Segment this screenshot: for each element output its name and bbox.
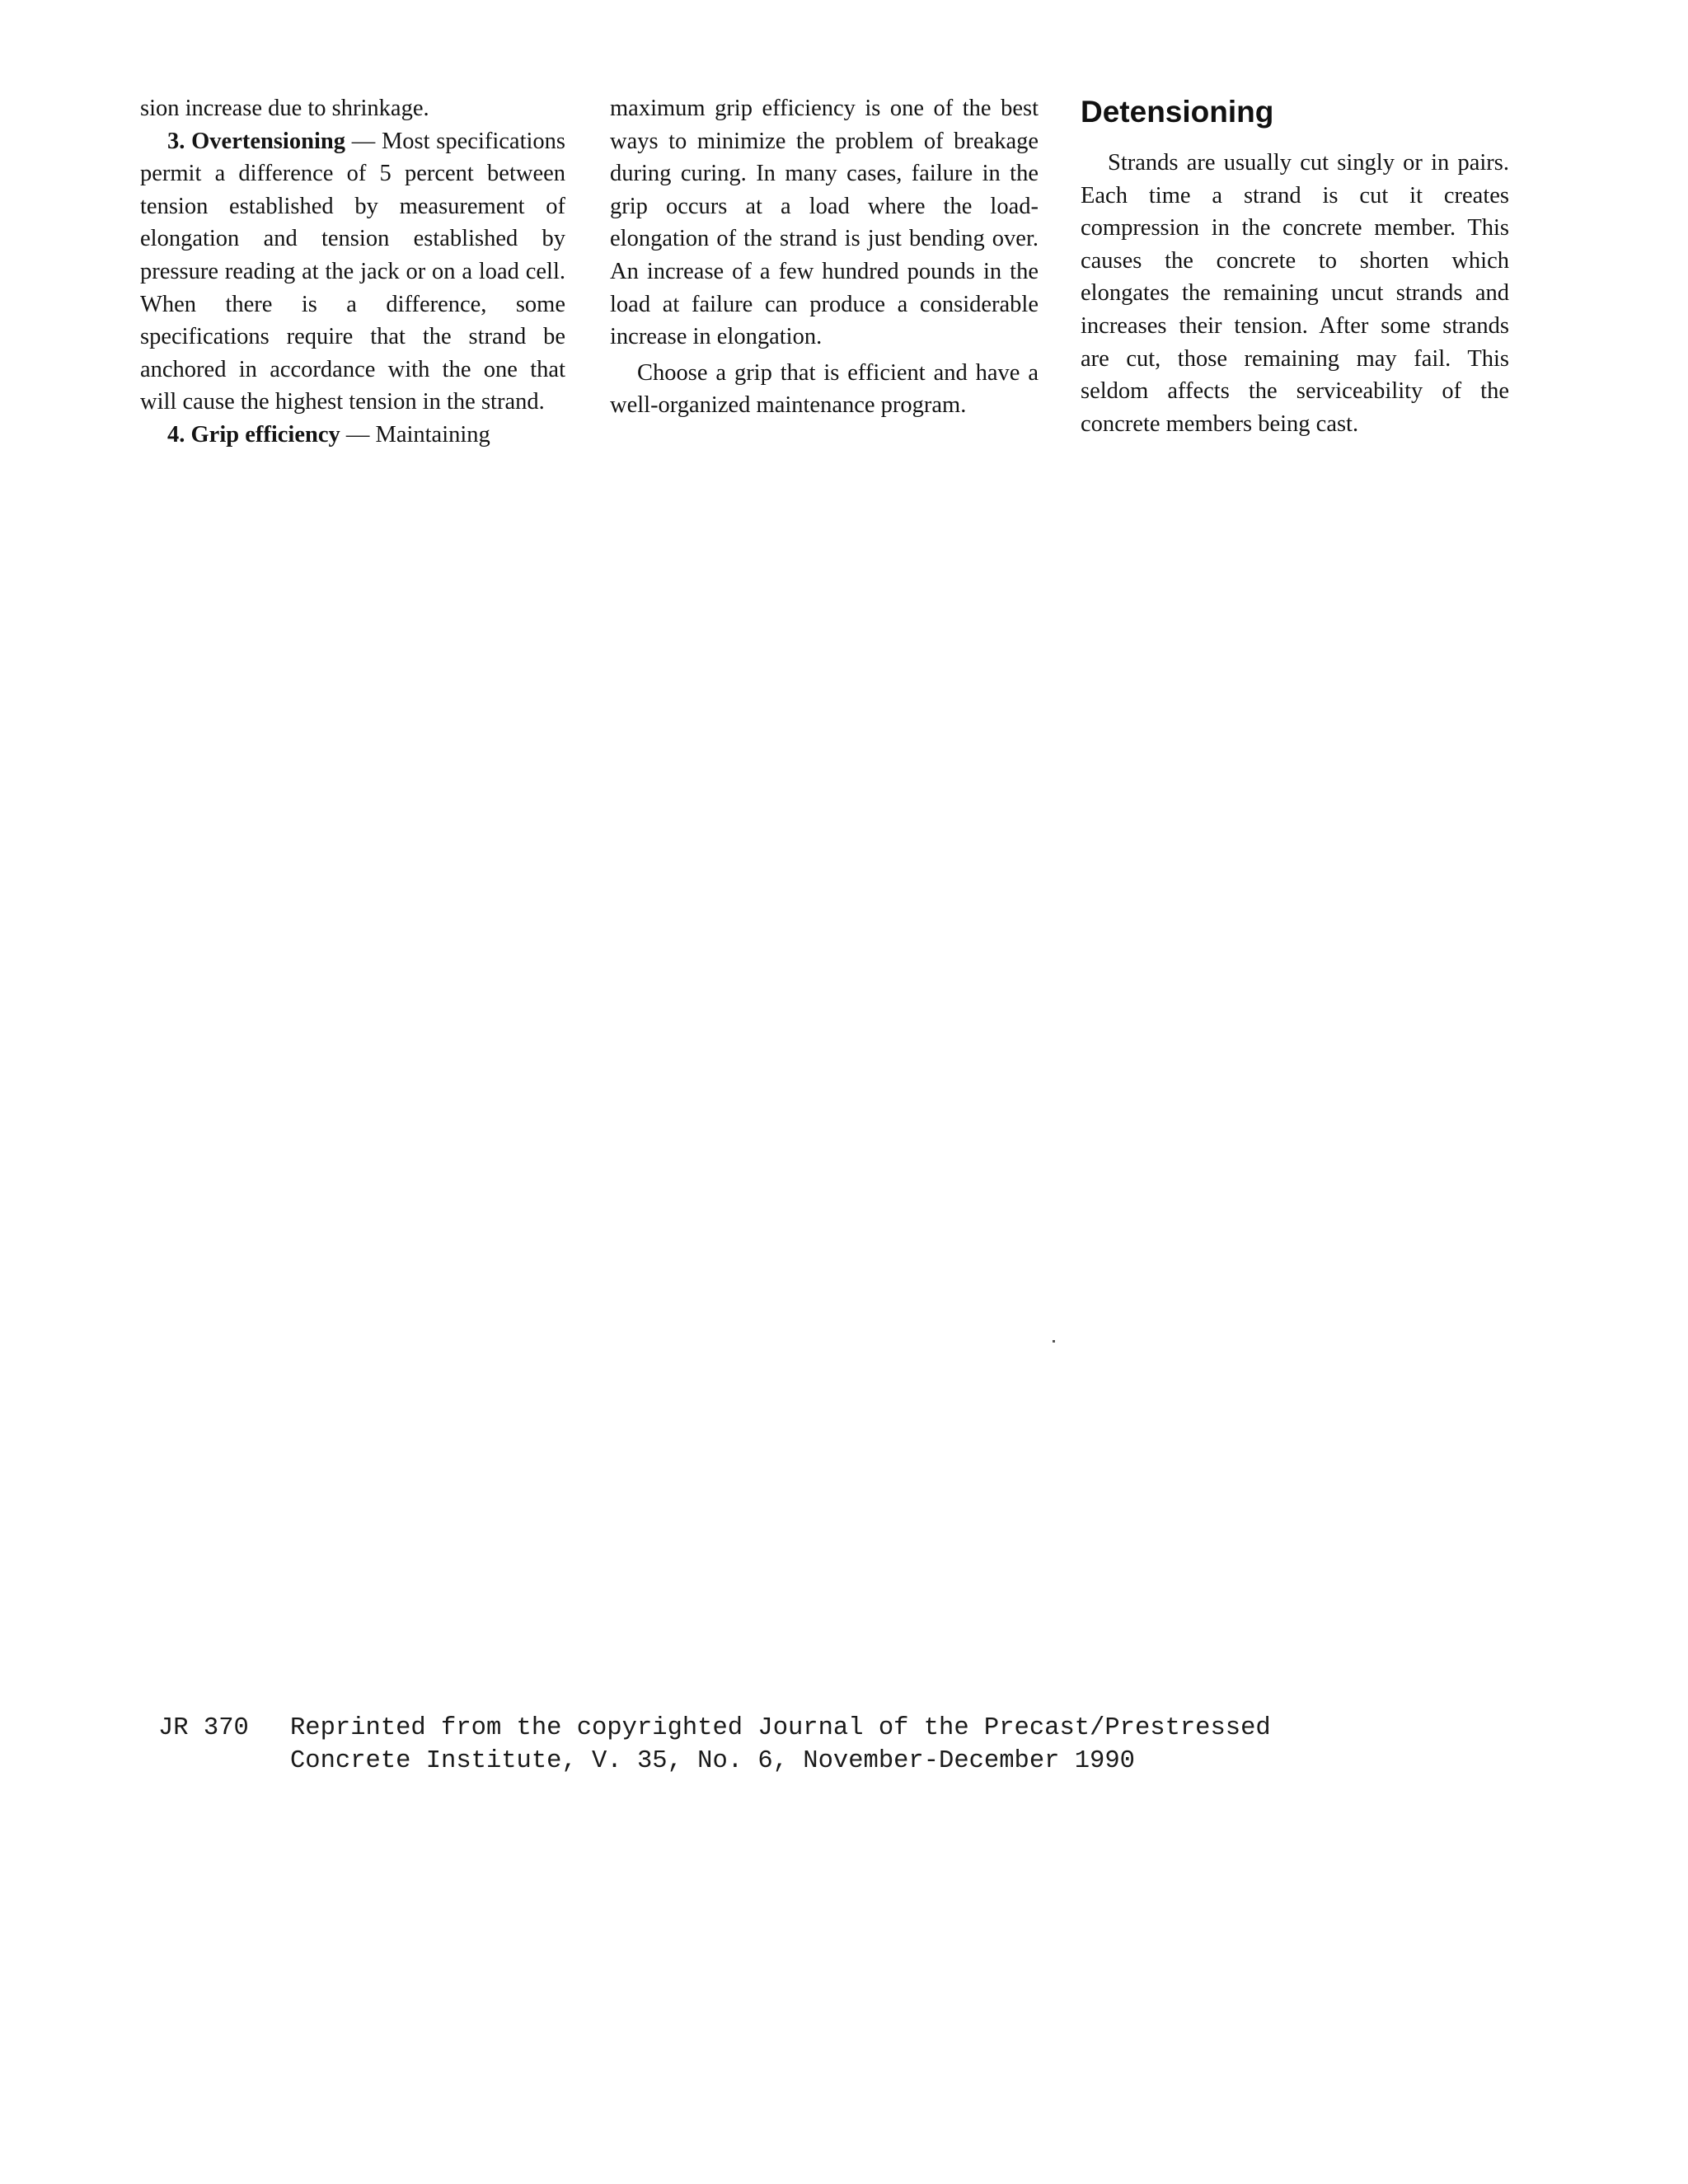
item-title-overtensioning: 3. Overtensioning	[167, 128, 345, 154]
section-heading-detensioning: Detensioning	[1081, 95, 1274, 129]
footer-line1-text: Reprinted from the copyrighted Journal of the Precast/Prestressed	[290, 1714, 1271, 1742]
paragraph-continuation: sion increase due to shrinkage.	[140, 96, 429, 121]
paragraph-choose-grip: Choose a grip that is efficient and have a well-organized maintenance program.	[610, 359, 1039, 419]
text-column-left	[140, 92, 565, 452]
item-title-grip-efficiency: 4. Grip efficiency	[167, 421, 340, 448]
reprint-footer	[158, 1712, 1271, 1778]
footer-code: JR 370	[158, 1714, 249, 1742]
paragraph-overtensioning	[140, 125, 565, 419]
text-column-right	[1081, 94, 1509, 440]
paragraph-grip-efficiency	[140, 419, 565, 452]
footer-line-2: Concrete Institute, V. 35, No. 6, November-December 1990	[290, 1747, 1135, 1775]
item-text-overtensioning: — Most specifications permit a difference of 5 percent between tension established by measurement of elongation and tension established by pressure reading at the jack or on a load cell. When there is a difference, some specifications require that the strand be anchored in accordance with the one that will cause the highest tension in the strand.	[140, 128, 566, 415]
item-text-grip-efficiency: — Maintaining	[340, 421, 490, 448]
paragraph-detensioning: Strands are usually cut singly or in pairs. Each time a strand is cut it creates compression in the concrete member. This causes the concrete to shorten which elongates the remaining uncut strands and increases their tension. After some strands are cut, those remaining may fail. This seldom affects the serviceability of the concrete members being cast.	[1081, 150, 1509, 437]
text-column-middle	[610, 92, 1039, 422]
paragraph-grip-continuation: maximum grip efficiency is one of the best ways to minimize the problem of breakage during curing. In many cases, failure in the grip occurs at a load where the load-elongation of the strand is just bending over. An increase of a few hundred pounds in the load at failure can produce a considerable increase in elongation.	[610, 96, 1039, 350]
footer-line-1	[158, 1712, 1271, 1745]
scan-speck	[1053, 1340, 1055, 1343]
